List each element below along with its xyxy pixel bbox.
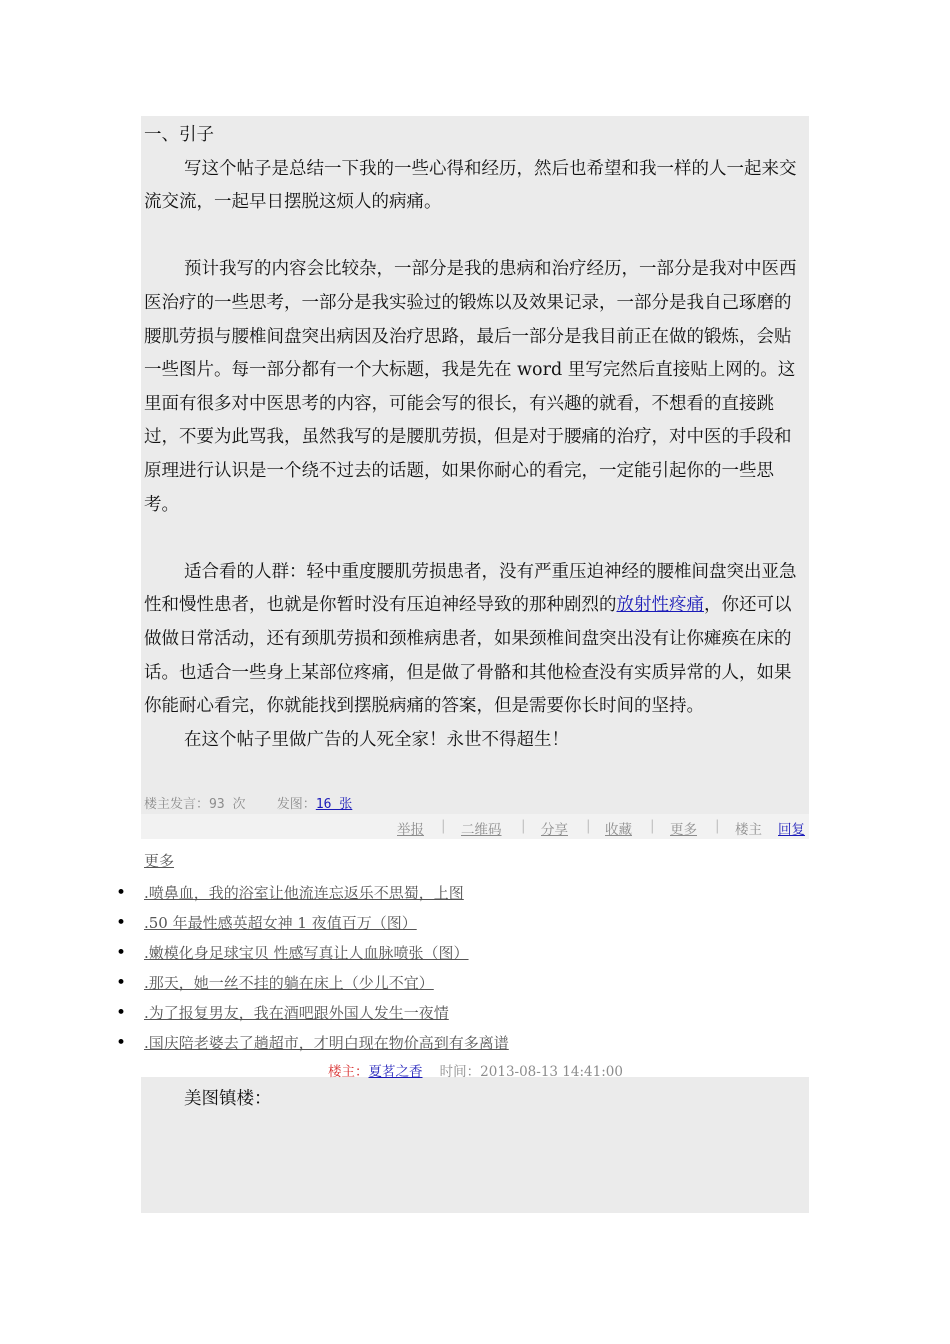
related-link[interactable]: .国庆陪老婆去了趟超市，才明白现在物价高到有多离谱 <box>144 1034 509 1052</box>
radiating-pain-link[interactable]: 放射性疼痛 <box>616 595 704 616</box>
bullet-icon: • <box>116 973 127 993</box>
report-button[interactable]: 举报 <box>397 822 424 838</box>
related-link[interactable]: .50 年最性感英超女神 1 夜值百万（图） <box>144 914 417 932</box>
owner-only-button[interactable]: 楼主 <box>735 822 762 838</box>
audience-text-before: 适合看的人群：轻中重度腰肌劳损患者，没有严重压迫神经的腰椎间盘突出亚急性和慢性患者，也就是你暂时没有压迫神经导致的那种剧烈的 <box>144 561 797 616</box>
images-label: 发图： <box>276 797 316 812</box>
owner-name-link[interactable]: 夏茗之香 <box>368 1064 423 1080</box>
post-content <box>144 119 808 757</box>
related-link[interactable]: .那天，她一丝不挂的躺在床上（少儿不宜） <box>144 974 434 992</box>
qrcode-button[interactable]: 二维码 <box>461 822 502 838</box>
related-link[interactable]: .为了报复男友，我在酒吧跟外国人发生一夜情 <box>144 1004 449 1022</box>
action-bar: 举报 | 二维码 | 分享 | 收藏 | 更多 | 楼主 回复 <box>397 818 805 838</box>
audience-text-after: ，你还可以做做日常活动，还有颈肌劳损和颈椎病患者，如果颈椎间盘突出没有让你瘫痪在床的话。也适合一些身上某部位疼痛，但是做了骨骼和其他检查没有实质异常的人，如果你能耐心看完，你就能找到摆脱病痛的答案，但是需要你长时间的坚持。 <box>144 595 792 717</box>
more-link[interactable]: 更多 <box>144 852 175 870</box>
reply-text: 美图镇楼： <box>184 1089 272 1109</box>
more-button[interactable]: 更多 <box>670 822 697 838</box>
post-time: 时间：2013-08-13 14:41:00 <box>439 1064 623 1080</box>
section-heading: 一、引子 <box>144 125 214 145</box>
paragraph-warning: 在这个帖子里做广告的人死全家！永世不得超生！ <box>184 729 569 750</box>
bullet-icon: • <box>116 943 127 963</box>
post-footer <box>328 1060 623 1080</box>
paragraph-outline: 预计我写的内容会比较杂，一部分是我的患病和治疗经历，一部分是我对中医西医治疗的一些思考，一部分是我实验过的锻炼以及效果记录，一部分是我自己琢磨的腰肌劳损与腰椎间盘突出病因及治疗思路，最后一部分是我目前正在做的锻炼，会贴一些图片。每一部分都有一个大标题，我是先在 word 里写完然后直接贴上网的。这里面有很多对中医思考的内容，可能会写的很长，有兴趣的就看，不想看的直接跳过，不要为此骂我，虽然我写的是腰肌劳损，但是对于腰痛的治疗，对中医的手段和原理进行认识是一个绕不过去的话题，如果你耐心的看完，一定能引起你的一些思考。 <box>144 259 797 515</box>
owner-label: 楼主： <box>328 1064 369 1080</box>
paragraph-intro: 写这个帖子是总结一下我的一些心得和经历，然后也希望和我一样的人一起来交流交流，一起早日摆脱这烦人的病痛。 <box>144 158 797 213</box>
related-link[interactable]: .喷鼻血，我的浴室让他流连忘返乐不思蜀，上图 <box>144 884 464 902</box>
images-count-link[interactable]: 16 张 <box>315 797 353 812</box>
bullet-icon: • <box>116 1033 127 1053</box>
paragraph-audience <box>144 556 808 724</box>
bullet-icon: • <box>116 883 127 903</box>
reply-button[interactable]: 回复 <box>778 822 805 838</box>
post-count: 楼主发言：93 次 <box>144 797 246 812</box>
post-stats <box>144 793 352 812</box>
related-link[interactable]: .嫩模化身足球宝贝 性感写真让人血脉喷张（图） <box>144 944 469 962</box>
share-button[interactable]: 分享 <box>541 822 568 838</box>
favorite-button[interactable]: 收藏 <box>605 822 632 838</box>
bullet-icon: • <box>116 913 127 933</box>
bullet-icon: • <box>116 1003 127 1023</box>
